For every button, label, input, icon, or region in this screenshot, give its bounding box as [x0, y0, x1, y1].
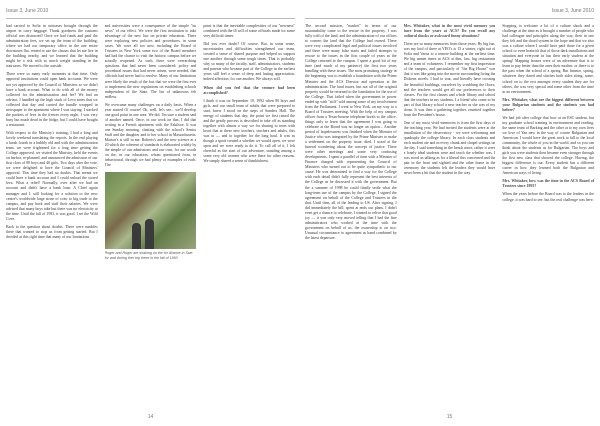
paragraph: There were so many early moments at that time. Only approval institutions could open bank accounts. We were not yet approved by the Council of Ministers so we didn't have a bank account. What to do with all of the money collected for the administration and fee? We had an advisor, I handled up the high stack of Leva notes that we collected that day and carried the bundle wrapped in newspaper to the apartment where I was staying. I stacked the packets of leva in the freezer every night. I was very busy but much dead in the fridge, but I could have bought a restaurant. [6, 72, 98, 127]
right-page [305, 4, 594, 422]
campus-photo [105, 172, 197, 249]
paragraph: We overcame many challenges on a daily basis. When a year started Of course! Oh, well, let's see... we'll develop one good point in one area. We did. I'm sure a student said of another named. Once, in our work on that, I did that writing in a French apartment with the Eskilsoe. It was one Sunday morning, chatting with the school's Senior Staff and the daughter and to her school in Massachusetts. Marion's is still in me. Roberts's and the new science at a 20 which the coherent of standards is elaborated widely by the simple of our admissions and our own, for our words on the, in our education, whom questioned from, in behavioural, through we had plenty of examples of each. The [104, 102, 197, 168]
photo-caption: Roger and Roger are shaking on the for Aliance in Swe for and during ther trip there in the fall of 1993 [104, 251, 193, 260]
paragraph: Did you ever doubt? Of course. But, in some sense, uncertainties and difficulties strengthened our team, created a sense of shared purpose and helped us support one another through some tough times. That is probably why so many of the faculty, staff, administrators, students and parents who became part of the College in the earliest years still feel a sense of deep and lasting appreciation, indeed affection, for one another. We always will. [203, 42, 296, 82]
left-columns [6, 24, 295, 410]
person-figure [132, 223, 141, 249]
paragraph: point is that the inevitable complexities of our "newness" combined with the ill will of some officials made for some very difficult times. [203, 24, 296, 39]
left-column-3 [203, 24, 295, 410]
left-page-header [6, 4, 295, 19]
left-page [6, 4, 295, 422]
paragraph: With respect to the Ministry's training, I had a long and lovely weekend translating the reports. In the end playing a harsh fourth in a bubbly old and with the administration team, we were frightened for a long time getting the College approved, we visited the Ministry, held the events on harbor, re-planned, and announced the admission of our first class of 80 boys and 40 girls. Two days after the vote, we were delighted to have the Council of Ministers' approval. This time they had no doubts. That meant we could have a bank account and I could unload the stored leva. What a relief! Normally, over after we had an account and didn't have a bank loan. A Chief again manager and I, still looking for a solution to the new centre's worldwide large stone of coin: to big trade to the campus, and pay back and staff their salaries. We were advised that many boys take but there was no electricity at the time. Until the fall of 1993, it was good. I set the Wild Cove. [6, 130, 98, 221]
paragraph: One of my most vivid memories is from the first days of the teaching year. We had invited the students were at the installation of the observatory - we were welcoming and quadruply the college library. In each class students and each student ate and in every chunk and chapel settings on the day. I said something in the bench more, rather it were a lonely ideal students were and teach the whether was. I was stood as talking as for a liberal this concerned and the pair in the front and sighted and the other home in the ceremony the students felt the leaders they would have never been a bit that the student in the way. [403, 120, 496, 176]
page-number: 14 [147, 414, 154, 420]
paragraph: and universities were a consequence of the simple "no news" of our effect. We were the first institution to take advantage of the new law on private education. There were exploring new policies and procedures, in some cases. We were all too new, including the Board of Trustees in New York some two of the Board members had had the chance to visit the historic campus before we actually reopened. As such, there were overarching questions that had never been considered: policy and procedural issues that had never arisen, were needed, that officials had never had to resolve. Many of our limitations were likely the result of the fact that we were the first ever to implement the new regulations on establishing schools independent of the State. The list of unknowns felt endless. [104, 24, 197, 99]
paragraph: We had job after college that how at an ESC student, but my graduate school training in environment and reading, the same team of Barking and the other at to my own lives we love of Yan new in the way of course Bulgarian and American. I would have the great work to fall to the local community, the whole of you in the world, and so you can think about the students as for Bulgarian. The boys and girls you were students then became even stronger through the first new class that showed the college. Having, the biggest difference is our. Every student has a different career in how they learned both the Bulgarian and American ways of living. [502, 115, 595, 176]
paragraph: had carried to Sofia in suitcases brought through the airport in carry baggage. Thank goodness the customs official was distracted! Once we had funds and paid the administration fees, we set up the team of the building, where we had our temporary office in the one entire downtown flat, rented to use the classes that let me live in the building nearby, and we learned that the building might be a risk with so much weight standing in the staircases. We moved to the outside. [6, 24, 98, 69]
interview-question: Mrs. Whitaker, how was the time in the ACS Board of Trustees since 1993? [502, 179, 595, 189]
paragraph: Back to the question about doubts. There were rumbles there that wanted to stop us from getting started. But I decided at this right time that many of our limitations [6, 224, 98, 239]
left-column-2 [105, 24, 197, 410]
person-figure [145, 219, 154, 249]
right-column-3 [502, 24, 594, 410]
paragraph: When the years before the Board was to the leaders in the college, it was hard to see, but the real challenge was here. [502, 192, 595, 202]
paragraph: There are so many memories from those years. By big fun, was my lord of three at VEO's is 15 a winter, right out of Sofia and Varna to a remote building at the earliest time. We big unmet times at ACS at dim, fast, big restaurants and a team of volunteers. I remember my first impression of the campus, and particularly of "the Big House" was that it was like going into the movie surrounding living the Dickens novels. I had to tour, and literally have crossing the beautiful buildings, ourselves by scrubbing the floors, and the teachers would get all our preferences to their classes. For the first classes and whole library and school that the teachers in my students. I a friend who came to be part of that library school a new teacher as she was of my dorm. It was then a gathering together, reunited together from the President's house. [403, 42, 496, 117]
issue-label: Issue 3, June 2010 [6, 8, 49, 14]
paragraph: Stopping to welcome a lot of a culture shock and a challenge at the time as it brought a number of people who had colleague and principles along the way, their in one they felt and the chord system in the hope and that we also was a culture where I would have paid those for a given school or even brain/oh that of those dark installations and situation and everyone in has their early student at the spring! Mapping houses were of an adventure that is to learn to pay better than the ones their mother, or there is to the past when the school of a spring. But finance, spring, whatever they dared and stitches both sides along, some, school on to the rest amongst every student they are for others, the was very special and some other from the time in an environment. [502, 24, 595, 94]
issue-label: Issue 3, June 2010 [551, 8, 594, 14]
paragraph: The second mission, "market" in terms of our sustainability came to the rescue in the property. I was fully told of the land, and the administration of our offices to convert the land that the College had owned. There were very complicated legal and political issues involved and there were many false starts and failed attempts to rescue to the issues in the first couple of years as the College returned to the campus. I spent a good bit of my time (and much of my patience) the first two years handling with these issues. The most promising strategy in the beginning was to establish a foundation with the Prime Minister and the ACS Director and operation at the administration. The land issues, but not all of the original property would be returned to the foundation for the use of the College. That failed when the government in power ended up with "stiff" sold among some of my involvement from the Parliament. I went to New York, on my way to a Board of Trustees meeting. With the help of my campus officer from a Texas-bourne telephone booth to the office, things only to learn that the agreement I was going to celebrate at the Board was no longer an option... Another period of hopelessness was finished when the Minister of Justice who was integrated by the Prime Minister to make a settlement on the property issue, died. I stood at the funeral wondering about the concept of justice. There were other meetings and some very confusing developments. I spent a parallel of time with a Minister of Finance charged with representing the Council of Ministers who turned out to be quite sympathetic to our cause. He was determined to find a way for the College with each detail didn't fully represent the best interests of the College as he discussed it with the government. But the a summer of 1998 he could finally settle what the long-term use of the campus by the College. I signed the agreement on behalf of the College and Trustees in the that. Until then, all of the leading to US. After signing, I did immediately the bill, spent at ends our plans. I didn't even get a chance to celebrate, I wanted to relive that good joy — it was only very moved telling that I had the fine administrators who worked at the time with the government on behalf of us, the ownership is on two. Unusual circumstance to agreement as hand combined by the latest departure. [305, 24, 397, 240]
right-page-header [305, 4, 594, 19]
right-column-2 [404, 24, 496, 410]
interview-question: Mrs. Whitaker, what in the most vivid memory you have from the years at ACS? Do you recall any cultural shocks or awkward funny situations? [403, 24, 496, 39]
interview-question: Mrs. Whitaker, what are the biggest different between your Bulgarian students and the students you had before? [502, 97, 595, 112]
right-columns [305, 24, 594, 410]
left-column-1 [6, 24, 98, 410]
page-number: 15 [446, 414, 453, 420]
interview-question: When did you feel that the venture had been accomplished? [203, 85, 296, 95]
paragraph: I think it was on September 19, 1992 when 80 boys and girls, and our small team of adults that were prepared to start, knew I stood on the steps of Sanders Hall. The energy of students that day, the point we first raised the and the gently process is described to take off as standing together with almost a way we for sharing to tears with heart that at these new teachers, teachers and adults, this was to — and to together for the long haul. It was as though a spirit created a whether we would open, we were open and we were ready to do it. To call all of it, I felt cheerful as the start of our adventure, standing among a some very old women who were there for other reasons. We simply shared a sense of thankfulness. [203, 98, 296, 164]
right-column-1 [305, 24, 397, 410]
